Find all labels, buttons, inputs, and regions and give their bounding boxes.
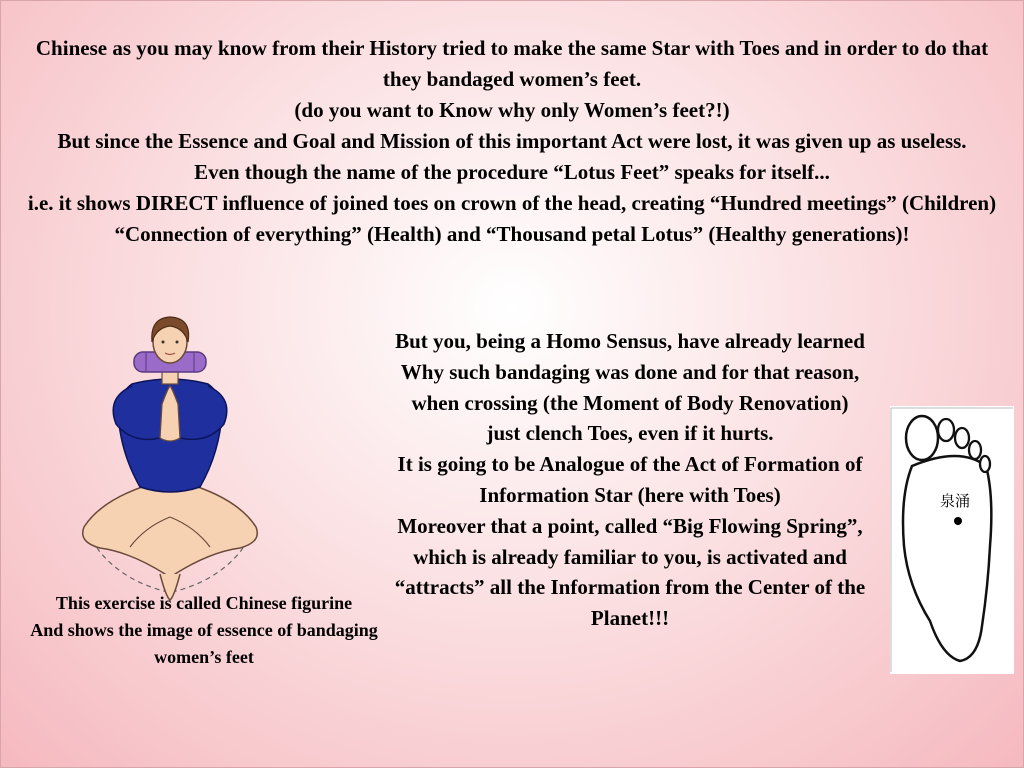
intro-line-1: Chinese as you may know from their History tried to make the same Star with Toes and in order to do that they bandaged women’s feet. xyxy=(35,36,989,91)
caption-line-2: And shows the image of essence of bandaging women’s feet xyxy=(30,620,378,667)
figurine-caption xyxy=(12,590,396,671)
intro-line-2: (do you want to Know why only Women’s feet?!) xyxy=(294,98,730,122)
explanation-line-3: Moreover that a point, called “Big Flowing Spring”, which is already familiar to you, is activated and “attracts” all the Information from the Center of the Planet!!! xyxy=(394,513,866,631)
foot-acupoint-label: 泉涌 xyxy=(940,492,971,510)
intro-line-4: Even though the name of the procedure “Lotus Feet” speaks for itself... xyxy=(194,160,830,184)
intro-text-block xyxy=(26,33,998,250)
caption-line-1: This exercise is called Chinese figurine xyxy=(55,593,353,613)
figurine-illustration xyxy=(70,312,270,602)
intro-line-5: i.e. it shows DIRECT influence of joined toes on crown of the head, creating “Hundred meetings” (Children) “Connection of everything” (Health) and “Thousand petal Lotus” (Healthy generations)! xyxy=(27,191,997,246)
explanation-line-2: It is going to be Analogue of the Act of Formation of Information Star (here with Toes) xyxy=(397,452,863,507)
explanation-text-block xyxy=(394,326,866,634)
intro-line-3: But since the Essence and Goal and Mission of this important Act were lost, it was given up as useless. xyxy=(57,129,967,153)
explanation-line-1: But you, being a Homo Sensus, have already learned Why such bandaging was done and for that reason, when crossing (the Moment of Body Renovation) just clench Toes, even if it hurts. xyxy=(395,329,865,446)
foot-sole-illustration xyxy=(890,406,1014,674)
